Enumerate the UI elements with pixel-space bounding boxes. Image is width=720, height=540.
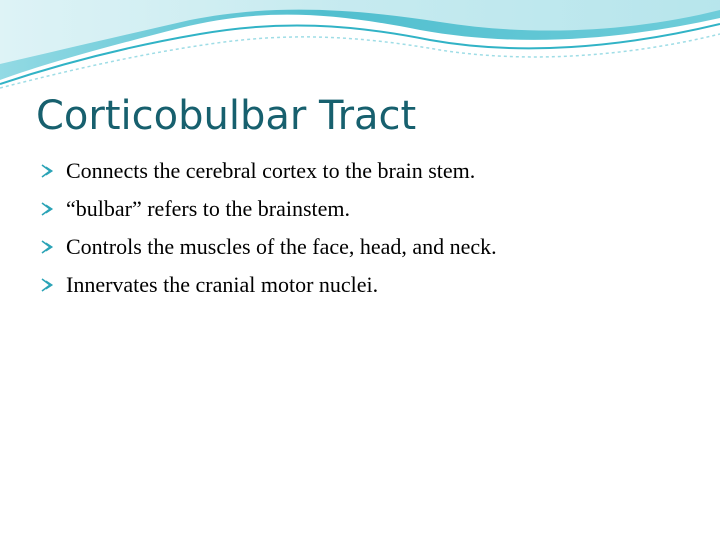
header-wave-decoration: [0, 0, 720, 90]
bullet-text: Controls the muscles of the face, head, and neck.: [66, 234, 497, 259]
slide-title: Corticobulbar Tract: [36, 93, 417, 139]
bullet-arrow-icon: [36, 201, 62, 217]
bullet-text: Connects the cerebral cortex to the brain stem.: [66, 158, 476, 183]
bullet-arrow-icon: [36, 163, 62, 179]
bullet-item: [36, 228, 706, 266]
bullet-item: [36, 266, 706, 304]
bullet-list: [36, 152, 706, 304]
bullet-item: [36, 152, 706, 190]
bullet-item: [36, 190, 706, 228]
bullet-arrow-icon: [36, 277, 62, 293]
bullet-text: “bulbar” refers to the brainstem.: [66, 196, 351, 221]
bullet-arrow-icon: [36, 239, 62, 255]
bullet-text: Innervates the cranial motor nuclei.: [66, 272, 379, 297]
